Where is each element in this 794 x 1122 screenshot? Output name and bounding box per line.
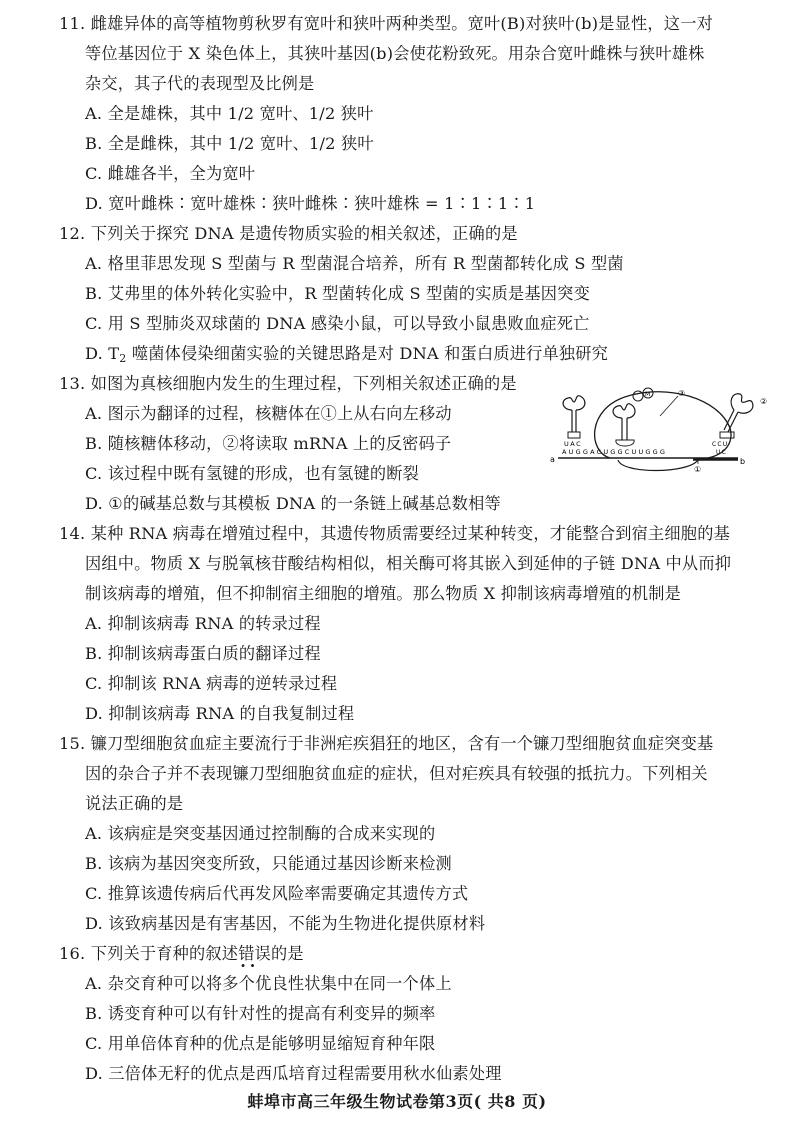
q16-stem-emphasis: 错误 ·· xyxy=(238,944,271,964)
q14-option-d: D. 抑制该病毒 RNA 的自我复制过程 xyxy=(85,704,355,723)
q16-stem-suffix: 的是 xyxy=(270,944,304,963)
q14-option-a: A. 抑制该病毒 RNA 的转录过程 xyxy=(85,614,321,633)
q11-option-a: A. 全是雄株，其中 1/2 宽叶、1/2 狭叶 xyxy=(85,104,374,123)
q12-option-b: B. 艾弗里的体外转化实验中，R 型菌转化成 S 型菌的实质是基因突变 xyxy=(85,284,590,303)
q15-option-a: A. 该病症是突变基因通过控制酶的合成来实现的 xyxy=(85,824,436,843)
q11-stem-line-2: 等位基因位于 X 染色体上，其狭叶基因(b)会使花粉致死。用杂合宽叶雌株与狭叶雄株 xyxy=(85,44,705,63)
q16-option-d: D. 三倍体无籽的优点是西瓜培育过程需要用秋水仙素处理 xyxy=(85,1064,502,1083)
trna-right-anticodon: CCU xyxy=(712,441,729,448)
marker-3-label: ③ xyxy=(678,389,686,398)
q13-option-a: A. 图示为翻译的过程，核糖体在①上从右向左移动 xyxy=(85,404,452,423)
q16-option-a: A. 杂交育种可以将多个优良性状集中在同一个体上 xyxy=(85,974,452,993)
q11-option-d: D. 宽叶雌株∶宽叶雄株∶狭叶雌株∶狭叶雄株 = 1∶1∶1∶1 xyxy=(85,194,536,213)
amino-acid-bead xyxy=(633,391,643,401)
mrna-sequence: AUGGACUGGCUUGGG xyxy=(562,448,668,456)
q12-stem: 12. 下列关于探究 DNA 是遗传物质实验的相关叙述，正确的是 xyxy=(59,224,518,243)
trna-left-anticodon: UAC xyxy=(564,440,583,448)
marker-3-pointer xyxy=(660,396,678,416)
marker-1-label: ① xyxy=(694,465,702,474)
q15-stem-line-1: 15. 镰刀型细胞贫血症主要流行于非洲疟疾猖狂的地区，含有一个镰刀型细胞贫血症突变基 xyxy=(59,734,714,753)
peptide-label-m: M xyxy=(645,391,651,398)
q12-option-d-text: 噬菌体侵染细菌实验的关键思路是对 DNA 和蛋白质进行单独研究 xyxy=(126,344,609,363)
ribosome-small-subunit xyxy=(618,460,698,471)
q12-option-c: C. 用 S 型肺炎双球菌的 DNA 感染小鼠，可以导致小鼠患败血症死亡 xyxy=(85,314,590,333)
q16-stem xyxy=(59,944,304,964)
q16-option-b: B. 诱变育种可以有针对性的提高有利变异的频率 xyxy=(85,1004,436,1023)
q12-option-a: A. 格里菲思发现 S 型菌与 R 型菌混合培养，所有 R 型菌都转化成 S 型菌 xyxy=(85,254,624,273)
trna-left xyxy=(563,396,585,438)
q15-option-c: C. 推算该遗传病后代再发风险率需要确定其遗传方式 xyxy=(85,884,469,903)
marker-2-label: ② xyxy=(760,397,768,406)
q11-option-c: C. 雌雄各半，全为宽叶 xyxy=(85,164,256,183)
mrna-end-b-label: b xyxy=(740,457,746,466)
q15-stem-line-3: 说法正确的是 xyxy=(85,794,184,813)
q15-option-d: D. 该致病基因是有害基因，不能为生物进化提供原材料 xyxy=(85,914,486,933)
q12-option-d-subscript: 2 xyxy=(119,352,127,365)
q14-stem-line-2: 因组中。物质 X 与脱氧核苷酸结构相似，相关酶可将其嵌入到延伸的子链 DNA 中从而抑 xyxy=(85,554,732,573)
mrna-end-a-label: a xyxy=(550,455,555,464)
q16-option-c: C. 用单倍体育种的优点是能够明显缩短育种年限 xyxy=(85,1034,436,1053)
q11-stem-line-3: 杂交，其子代的表现型及比例是 xyxy=(85,74,315,93)
q16-stem-prefix: 16. 下列关于育种的叙述 xyxy=(59,944,239,963)
q13-option-c: C. 该过程中既有氢键的形成，也有氢键的断裂 xyxy=(85,464,420,483)
q12-option-d-prefix: D. T xyxy=(85,344,120,363)
trna-middle xyxy=(613,404,635,446)
page-footer: 蚌埠市高三年级生物试卷第3页( 共8 页) xyxy=(247,1092,547,1111)
q15-stem-line-2: 因的杂合子并不表现镰刀型细胞贫血症的症状，但对疟疾具有较强的抵抗力。下列相关 xyxy=(85,764,708,783)
mrna-codon-right: UC xyxy=(716,449,727,456)
q14-option-c: C. 抑制该 RNA 病毒的逆转录过程 xyxy=(85,674,338,693)
q13-stem: 13. 如图为真核细胞内发生的生理过程，下列相关叙述正确的是 xyxy=(59,374,517,393)
q13-option-d: D. ①的碱基总数与其模板 DNA 的一条链上碱基总数相等 xyxy=(85,494,501,513)
q12-option-d xyxy=(85,344,608,369)
q11-stem-line-1: 11. 雌雄异体的高等植物剪秋罗有宽叶和狭叶两种类型。宽叶(B)对狭叶(b)是显性，这一对 xyxy=(59,14,713,33)
translation-diagram xyxy=(548,380,776,474)
q14-stem-line-3: 制该病毒的增殖，但不抑制宿主细胞的增殖。那么物质 X 抑制该病毒增殖的机制是 xyxy=(85,584,681,603)
q11-option-b: B. 全是雌株，其中 1/2 宽叶、1/2 狭叶 xyxy=(85,134,374,153)
q13-option-b: B. 随核糖体移动，②将读取 mRNA 上的反密码子 xyxy=(85,434,452,453)
q15-option-b: B. 该病为基因突变所致，只能通过基因诊断来检测 xyxy=(85,854,452,873)
q14-option-b: B. 抑制该病毒蛋白质的翻译过程 xyxy=(85,644,321,663)
q14-stem-line-1: 14. 某种 RNA 病毒在增殖过程中，其遗传物质需要经过某种转变，才能整合到宿主细胞的基 xyxy=(59,524,730,543)
trna-right xyxy=(720,394,753,438)
